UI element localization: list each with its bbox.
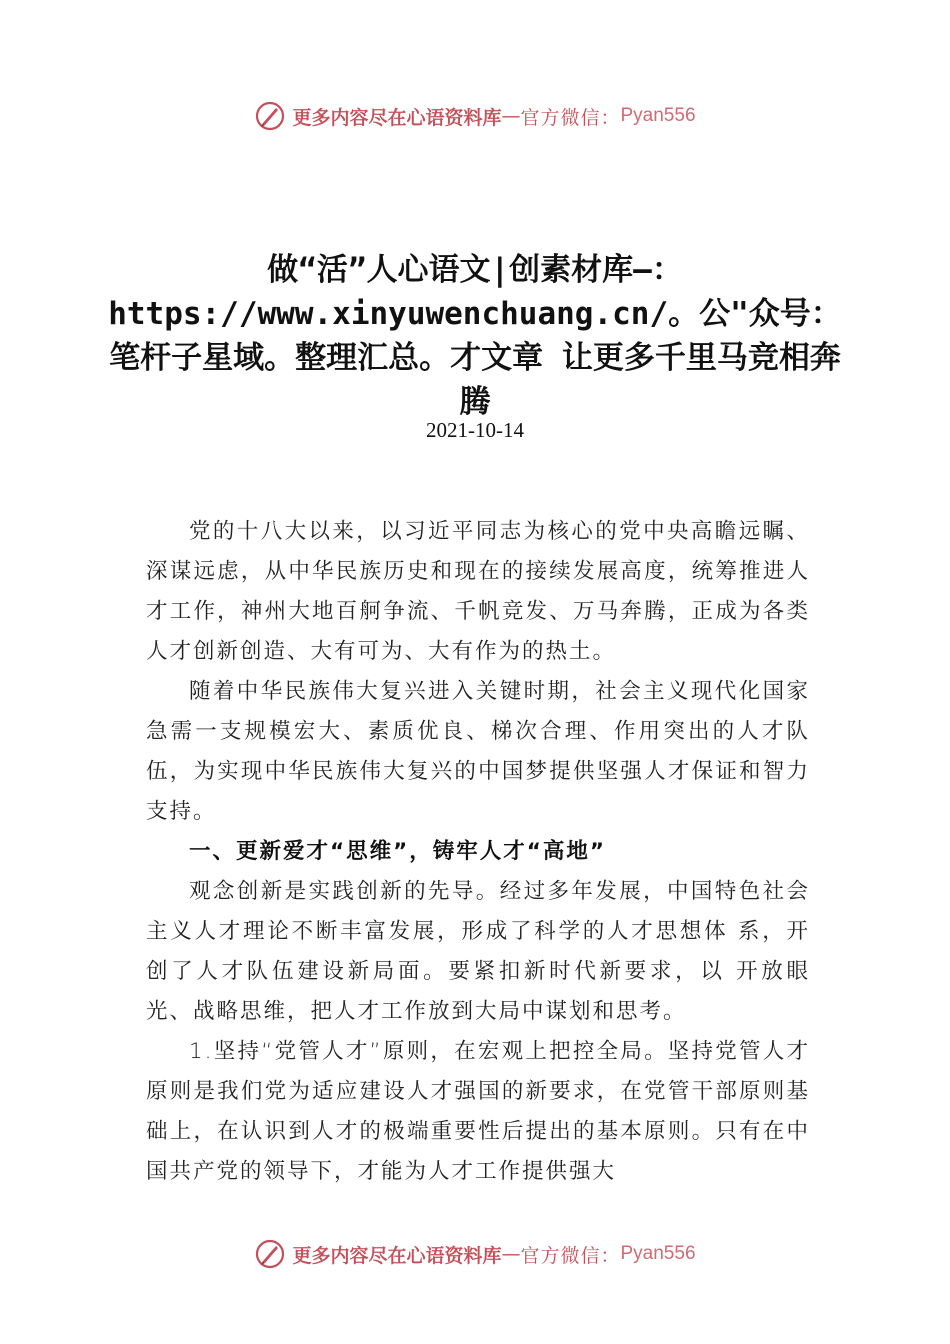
body-paragraph: 观念创新是实践创新的先导。经过多年发展，中国特色社会主义人才理论不断丰富发展，形成了科学的人才思想体 系，开创了人才队伍建设新局面。要紧扣新时代新要求，以 开放眼光、战略思维，把人才工作放到大局中谋划和思考。 bbox=[146, 879, 810, 1024]
banner-wechat-handle: Pyan556 bbox=[620, 105, 696, 126]
banner-dash: — bbox=[501, 1243, 521, 1265]
footer-watermark-banner bbox=[0, 1234, 950, 1274]
banner-wechat-label: 官方微信： bbox=[520, 1244, 621, 1267]
section-heading: 一、更新爱才“思维”，铸牢人才“高地” bbox=[189, 839, 607, 864]
body-paragraph: 随着中华民族伟大复兴进入关键时期，社会主义现代化国家急需一支规模宏大、素质优良、梯次合理、作用突出的人才队伍，为实现中华民族伟大复兴的中国梦提供坚强人才保证和智力支持。 bbox=[146, 679, 810, 824]
quill-pen-logo-icon bbox=[254, 100, 286, 132]
banner-brand-text: 更多内容尽在心语资料库 bbox=[292, 1244, 502, 1267]
article-date: 2021-10-14 bbox=[426, 418, 524, 442]
banner-dash: — bbox=[501, 105, 521, 127]
body-paragraph: 党的十八大以来，以习近平同志为核心的党中央高瞻远瞩、深谋远虑，从中华民族历史和现在的接续发展高度，统筹推进人才工作，神州大地百舸争流、千帆竞发、万马奔腾，正成为各类人才创新创造、大有可为、大有作为的热土。 bbox=[146, 519, 810, 664]
article-title: 做“活”人心语文|创素材库—：https://www.xinyuwenchuang.cn/。公"众号：笔杆子星域。整理汇总。才文章 让更多千里马竞相奔腾 bbox=[108, 252, 842, 420]
header-watermark-banner bbox=[0, 96, 950, 136]
banner-wechat-handle: Pyan556 bbox=[620, 1243, 696, 1264]
article-body bbox=[146, 512, 810, 1192]
quill-pen-logo-icon bbox=[254, 1238, 286, 1270]
banner-wechat-label: 官方微信： bbox=[520, 106, 621, 129]
banner-brand-text: 更多内容尽在心语资料库 bbox=[292, 106, 502, 129]
body-paragraph: 1.坚持“党管人才”原则，在宏观上把控全局。坚持党管人才原则是我们党为适应建设人才强国的新要求，在党管干部原则基础上，在认识到人才的极端重要性后提出的基本原则。只有在中国共产党的领导下，才能为人才工作提供强大 bbox=[146, 1039, 810, 1184]
